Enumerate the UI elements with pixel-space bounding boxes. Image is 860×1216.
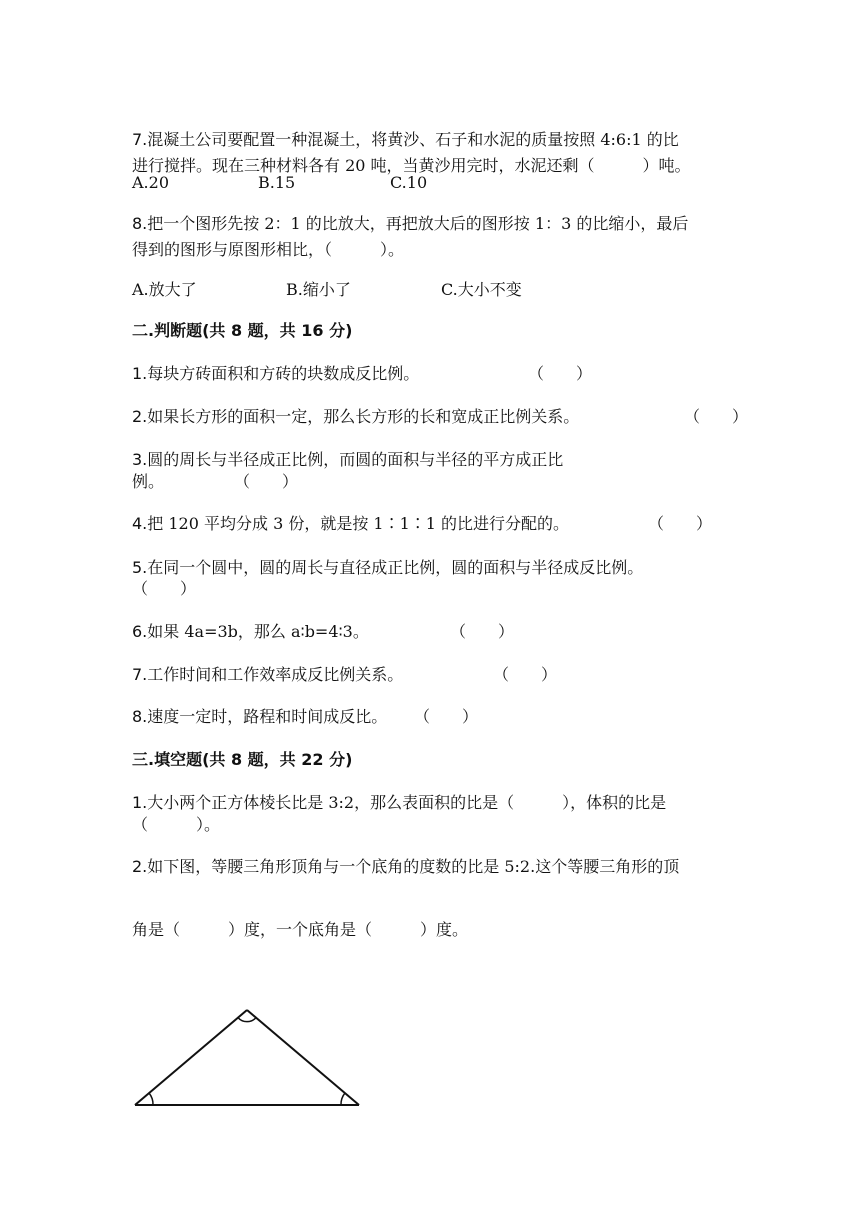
judge-item-5-number: 5.	[132, 558, 148, 577]
judge-item-8-number: 8.	[132, 707, 148, 726]
judge-item-1-number: 1.	[132, 364, 148, 383]
judge-item-7-blank: （ ）	[493, 665, 558, 684]
fill-q1-text-line2: （ ）。	[132, 815, 221, 834]
apex-angle-arc	[238, 1018, 256, 1022]
q8-option-b: B.缩小了	[286, 280, 351, 299]
fill-q2-text-line1: 如下图，等腰三角形顶角与一个底角的度数的比是 5:2.这个等腰三角形的顶	[147, 857, 680, 876]
q7-text-line1: 混凝土公司要配置一种混凝土，将黄沙、石子和水泥的质量按照 4:6:1 的比	[147, 130, 679, 149]
judge-item-6-text: 如果 4a=3b，那么 a∶b=4∶3。	[147, 622, 369, 641]
judge-item-4-blank: （ ）	[648, 514, 713, 533]
judge-item-3-text: 圆的周长与半径成正比例，而圆的面积与半径的平方成正比	[147, 450, 564, 469]
judge-item-3-blank: （ ）	[234, 472, 299, 491]
q8-text-line1: 把一个图形先按 2：1 的比放大，再把放大后的图形按 1：3 的比缩小，最后	[147, 214, 689, 233]
judge-item-3-text2: 例。	[132, 472, 165, 491]
judge-item-7-text: 工作时间和工作效率成反比例关系。	[147, 665, 404, 684]
judge-item-5-text: 在同一个圆中，圆的周长与直径成正比例，圆的面积与半径成反比例。	[147, 558, 644, 577]
judge-item-2-text: 如果长方形的面积一定，那么长方形的长和宽成正比例关系。	[147, 407, 580, 426]
judge-item-4-number: 4.	[132, 514, 148, 533]
judge-item-6-blank: （ ）	[450, 622, 515, 641]
q7-number: 7.	[132, 130, 148, 149]
judge-item-1-blank: （ ）	[528, 364, 593, 383]
judge-item-4-text: 把 120 平均分成 3 份，就是按 1∶1∶1 的比进行分配的。	[147, 514, 570, 533]
judge-item-8-text: 速度一定时，路程和时间成反比。	[147, 707, 388, 726]
judge-item-2-number: 2.	[132, 407, 148, 426]
judge-item-5-blank: （ ）	[132, 579, 197, 598]
triangle-left-side	[135, 1010, 247, 1105]
q7-option-a: A.20	[132, 173, 169, 192]
judge-item-6-number: 6.	[132, 622, 148, 641]
judge-item-8-blank: （ ）	[414, 707, 479, 726]
left-base-angle-arc	[149, 1093, 153, 1105]
section3-heading: 三.填空题(共 8 题，共 22 分)	[132, 750, 353, 769]
q7-text-line2: 进行搅拌。现在三种材料各有 20 吨，当黄沙用完时，水泥还剩（ ）吨。	[132, 156, 691, 175]
q7-option-c: C.10	[390, 173, 428, 192]
q8-option-a: A.放大了	[132, 280, 197, 299]
judge-item-3-number: 3.	[132, 450, 148, 469]
q8-option-c: C.大小不变	[441, 280, 522, 299]
triangle-shape	[135, 1010, 359, 1105]
right-base-angle-arc	[341, 1093, 345, 1105]
q7-option-b: B.15	[258, 173, 296, 192]
judge-item-1-text: 每块方砖面积和方砖的块数成反比例。	[147, 364, 420, 383]
judge-item-2-blank: （ ）	[684, 407, 749, 426]
q8-text-line2: 得到的图形与原图形相比，（ ）。	[132, 240, 405, 259]
triangle-right-side	[247, 1010, 359, 1105]
fill-q2-number: 2.	[132, 857, 148, 876]
q8-number: 8.	[132, 214, 148, 233]
judge-item-7-number: 7.	[132, 665, 148, 684]
fill-q1-number: 1.	[132, 793, 148, 812]
fill-q1-text-line1: 大小两个正方体棱长比是 3:2，那么表面积的比是（ ），体积的比是	[147, 793, 667, 812]
section2-heading: 二.判断题(共 8 题，共 16 分)	[132, 321, 353, 340]
fill-q2-text-line2: 角是（ ）度，一个底角是（ ）度。	[132, 920, 469, 939]
